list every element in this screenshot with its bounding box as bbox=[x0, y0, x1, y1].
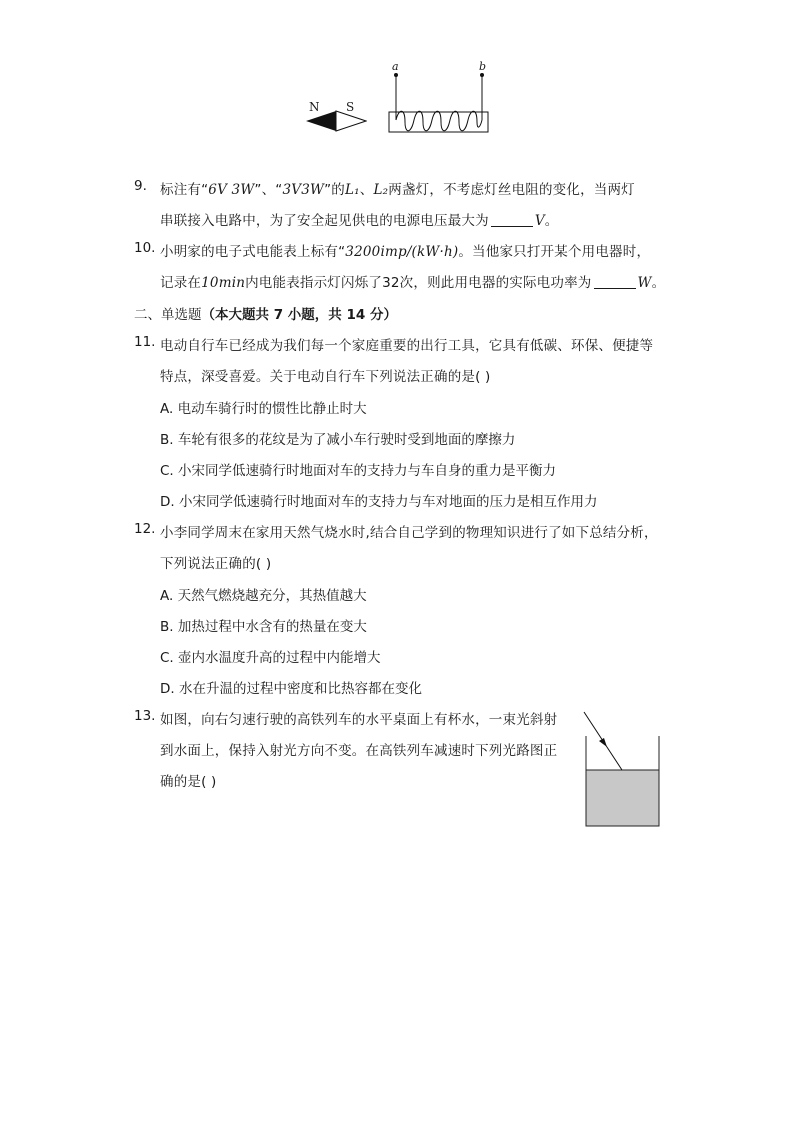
q13-line1: 如图，向右匀速行驶的高铁列车的水平桌面上有杯水，一束光斜射 bbox=[160, 712, 558, 728]
section-prefix: 二、单选题 bbox=[134, 307, 202, 323]
q9-line2 bbox=[160, 209, 558, 229]
q9-unit: V bbox=[534, 213, 545, 229]
q9-line1-pre: 标注有“ bbox=[160, 182, 209, 198]
q12-option-a[interactable]: A. 天然气燃烧越充分，其热值越大 bbox=[160, 588, 367, 604]
solenoid-figure bbox=[383, 60, 493, 140]
q9-l1: L₁ bbox=[345, 182, 360, 198]
q12-number: 12. bbox=[134, 521, 156, 537]
q9-sep: 、 bbox=[359, 182, 374, 198]
q9-end: 。 bbox=[544, 213, 559, 229]
q9-answer-blank[interactable] bbox=[491, 214, 533, 227]
q9-line2-pre: 串联接入电路中，为了安全起见供电的电源电压最大为 bbox=[160, 213, 489, 229]
q10-line2 bbox=[160, 271, 665, 291]
q9-l2: L₂ bbox=[373, 182, 389, 198]
q10-unit: W bbox=[637, 275, 652, 291]
q11-line2: 特点，深受喜爱。关于电动自行车下列说法正确的是( ) bbox=[160, 369, 491, 385]
q13-line2: 到水面上，保持入射光方向不变。在高铁列车减速时下列光路图正 bbox=[160, 743, 558, 759]
terminal-label-b: b bbox=[479, 60, 487, 73]
compass-needle-icon bbox=[305, 110, 367, 132]
q10-meter-constant: 3200imp/(kW·h) bbox=[345, 244, 459, 260]
compass-needle-figure bbox=[300, 98, 370, 138]
q12-option-d[interactable]: D. 水在升温的过程中密度和比热容都在变化 bbox=[160, 681, 422, 697]
q9-line1-post2: 两盏灯，不考虑灯丝电阻的变化，当两灯 bbox=[388, 182, 635, 198]
q11-line1: 电动自行车已经成为我们每一个家庭重要的出行工具，它具有低碳、环保、便捷等 bbox=[160, 338, 654, 354]
q10-line1 bbox=[160, 240, 650, 260]
q13-line3: 确的是( ) bbox=[160, 774, 217, 790]
section-heading bbox=[134, 303, 397, 323]
needle-label-s: S bbox=[346, 100, 355, 114]
needle-label-n: N bbox=[309, 100, 320, 114]
q11-number: 11. bbox=[134, 334, 156, 350]
q12-line1: 小李同学周末在家用天然气烧水时,结合自己学到的物理知识进行了如下总结分析， bbox=[160, 525, 658, 541]
light-ray-arrow-icon bbox=[599, 738, 607, 747]
q12-option-b[interactable]: B. 加热过程中水含有的热量在变大 bbox=[160, 619, 367, 635]
q11-option-d[interactable]: D. 小宋同学低速骑行时地面对车的支持力与车对地面的压力是相互作用力 bbox=[160, 494, 598, 510]
water-fill bbox=[586, 770, 659, 826]
terminal-label-a: a bbox=[392, 60, 399, 73]
q11-option-a[interactable]: A. 电动车骑行时的惯性比静止时大 bbox=[160, 401, 367, 417]
q10-time: 10min bbox=[201, 275, 246, 291]
q11-option-b[interactable]: B. 车轮有很多的花纹是为了减小车行驶时受到地面的摩擦力 bbox=[160, 432, 516, 448]
q9-line1-mid: ”、“ bbox=[254, 182, 283, 198]
q9-number: 9. bbox=[134, 178, 147, 194]
q9-lamp1-rating: 6V 3W bbox=[208, 182, 255, 198]
section-detail: （本大题共 7 小题，共 14 分） bbox=[201, 307, 397, 323]
q10-line1-pre: 小明家的电子式电能表上标有“ bbox=[160, 244, 346, 260]
q12-line2: 下列说法正确的( ) bbox=[160, 556, 272, 572]
q11-option-c[interactable]: C. 小宋同学低速骑行时地面对车的支持力与车自身的重力是平衡力 bbox=[160, 463, 557, 479]
water-cup-light-ray-figure bbox=[578, 708, 668, 832]
solenoid-coil-icon bbox=[383, 72, 493, 136]
q10-line2-pre: 记录在 bbox=[160, 275, 202, 291]
q13-number: 13. bbox=[134, 708, 156, 724]
q10-line2-post: 内电能表指示灯闪烁了32次，则此用电器的实际电功率为 bbox=[245, 275, 592, 291]
q9-lamp2-rating: 3V3W bbox=[282, 182, 325, 198]
q10-end: 。 bbox=[651, 275, 666, 291]
q10-line1-post: 。当他家只打开某个用电器时， bbox=[458, 244, 651, 260]
q12-option-c[interactable]: C. 壶内水温度升高的过程中内能增大 bbox=[160, 650, 381, 666]
q10-number: 10. bbox=[134, 240, 156, 256]
q10-answer-blank[interactable] bbox=[594, 276, 636, 289]
q9-line1-post1: ”的 bbox=[324, 182, 346, 198]
q9-line1 bbox=[160, 178, 635, 198]
